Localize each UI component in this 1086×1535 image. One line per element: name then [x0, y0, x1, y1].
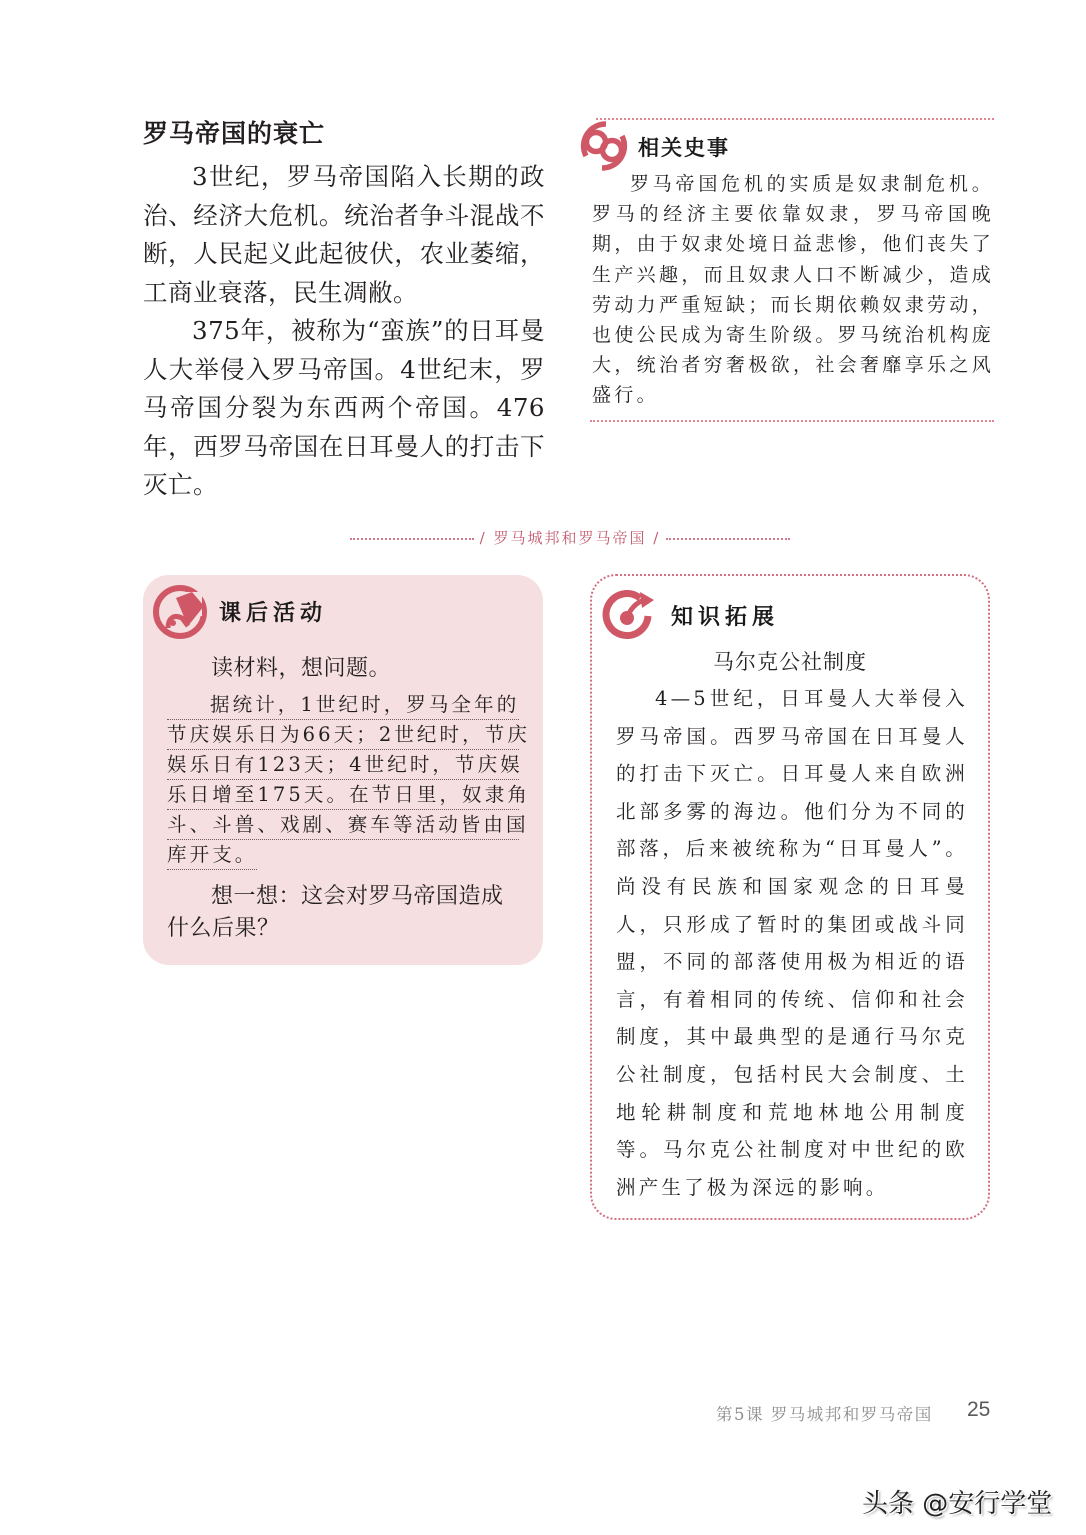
- material-line: 斗、斗兽、戏剧、赛车等活动皆由国: [167, 810, 519, 840]
- activity-question: 想一想：这会对罗马帝国造成什么后果？: [167, 884, 504, 941]
- activity-material: [167, 690, 530, 870]
- knowledge-extension-box: [590, 574, 990, 1220]
- knowledge-subtitle: 马尔克公社制度: [713, 650, 867, 674]
- after-class-activity-box: [143, 575, 543, 965]
- divider-dots-left: [350, 538, 474, 540]
- footer-lesson-label: 第5课 罗马城邦和罗马帝国: [716, 1405, 933, 1424]
- material-line: 乐日增至175天。在节日里，奴隶角: [167, 780, 519, 810]
- intertwined-rings-icon: [576, 118, 632, 174]
- knowledge-title: 知识拓展: [671, 605, 780, 630]
- dotted-divider-bottom: [590, 420, 994, 422]
- chapter-divider: [350, 524, 790, 550]
- dotted-divider-top: [596, 118, 994, 120]
- main-paragraph: 375年，被称为“蛮族”的日耳曼人大举侵入罗马帝国。4世纪末，罗马帝国分裂为东西两个帝国。476年，西罗马帝国在日耳曼人的打击下灭亡。: [143, 316, 545, 499]
- material-line: 据统计，1世纪时，罗马全年的: [167, 690, 519, 720]
- related-history-body: 罗马帝国危机的实质是奴隶制危机。罗马的经济主要依靠奴隶，罗马帝国晚期，由于奴隶处境日益悲惨，他们丧失了生产兴趣，而且奴隶人口不断减少，造成劳动力严重短缺；而长期依赖奴隶劳动，也使公民成为寄生阶级。罗马统治机构庞大，统治者穷奢极欲，社会奢靡享乐之风盛行。: [592, 173, 994, 407]
- pencil-check-icon: [152, 584, 208, 640]
- material-line: 库开支。: [167, 840, 257, 870]
- knowledge-body: 4—5世纪，日耳曼人大举侵入罗马帝国。西罗马帝国在日耳曼人的打击下灭亡。日耳曼人来自欧洲北部多雾的海边。他们分为不同的部落，后来被统称为“日耳曼人”。尚没有民族和国家观念的日耳曼人，只形成了暂时的集团或战斗同盟，不同的部落使用极为相近的语言，有着相同的传统、信仰和社会制度，其中最典型的是通行马尔克公社制度，包括村民大会制度、土地轮耕制度和荒地林地公用制度等。马尔克公社制度对中世纪的欧洲产生了极为深远的影响。: [616, 687, 968, 1199]
- material-line: 娱乐日有123天；4世纪时，节庆娱: [167, 750, 519, 780]
- page-number: 25: [967, 1398, 991, 1421]
- section-title: 罗马帝国的衰亡: [143, 119, 326, 148]
- main-paragraph: 3世纪，罗马帝国陷入长期的政治、经济大危机。统治者争斗混战不断，人民起义此起彼伏，农业萎缩，工商业衰落，民生凋敝。: [143, 162, 545, 307]
- activity-prompt: 读材料，想问题。: [211, 656, 392, 681]
- divider-dots-right: [666, 538, 790, 540]
- divider-label: / 罗马城邦和罗马帝国 /: [479, 528, 661, 547]
- watermark: 头条 @安行学堂: [862, 1489, 1053, 1519]
- main-text: [143, 158, 545, 505]
- activity-title: 课后活动: [219, 601, 328, 626]
- material-line: 节庆娱乐日为66天；2世纪时，节庆: [167, 720, 519, 750]
- circular-arrow-icon: [600, 586, 658, 642]
- related-history-title: 相关史事: [638, 136, 730, 160]
